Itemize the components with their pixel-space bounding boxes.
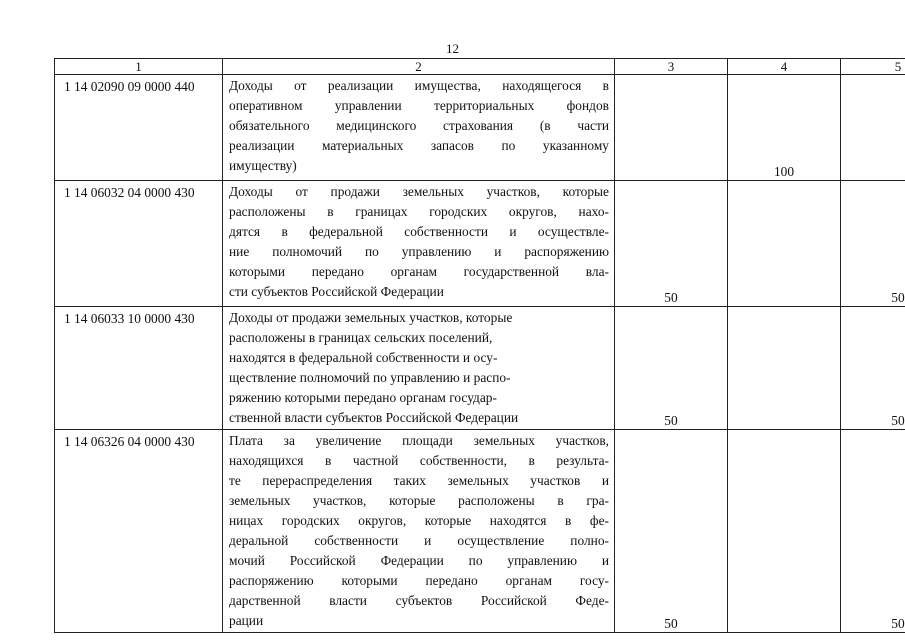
row-col3-cell <box>615 429 728 632</box>
table-row <box>55 307 905 430</box>
description-line: мочий Российской Федерации по управлению и <box>229 553 609 569</box>
table-header-row <box>55 59 905 75</box>
description-line: Доходы от реализации имущества, находящегося в <box>229 78 609 93</box>
description-line: Доходы от продажи земельных участков, которые <box>229 184 609 199</box>
description-line: ницах городских округов, которые находятся в фе- <box>229 512 609 528</box>
header-col-5: 5 <box>841 59 905 75</box>
row-col4-cell <box>728 75 841 181</box>
description-line: деральной собственности и осуществление полно- <box>229 533 609 549</box>
table-row <box>55 75 905 181</box>
description-line: дятся в федеральной собственности и осуществле- <box>229 224 609 240</box>
description-line: рации <box>229 613 264 629</box>
row-col5-cell <box>841 75 905 181</box>
row-col3-cell <box>615 181 728 307</box>
row-col5-value: 50 <box>891 290 905 305</box>
description-line: ряжению которыми передано органам государ- <box>229 390 497 406</box>
description-line: которыми передано органам государственной вла- <box>229 264 609 280</box>
description-line: распоряжению которыми передано органам госу- <box>229 573 609 589</box>
row-col5-cell <box>841 181 905 307</box>
row-col4-value: 100 <box>773 164 795 179</box>
row-col5-cell <box>841 429 905 632</box>
description-line: расположены в границах сельских поселений, <box>229 330 493 346</box>
row-col5-value: 50 <box>891 615 905 631</box>
row-col3-value: 50 <box>664 412 678 428</box>
description-line: ственной власти субъектов Российской Федерации <box>229 410 519 426</box>
revenue-table <box>54 58 905 633</box>
description-line: те перераспределения таких земельных участков и <box>229 472 609 488</box>
header-col-2: 2 <box>223 59 615 75</box>
row-description <box>223 75 615 181</box>
table-row <box>55 429 905 632</box>
row-description <box>223 429 615 632</box>
description-line: расположены в границах городских округов, нахо- <box>229 204 609 220</box>
row-code: 1 14 02090 09 0000 440 <box>55 75 223 181</box>
description-line: обязательного медицинского страхования (в части <box>229 118 609 134</box>
description-line: Плата за увеличение площади земельных участков, <box>229 432 609 448</box>
row-description <box>223 181 615 307</box>
header-col-1: 1 <box>55 59 223 75</box>
description-line: ществление полномочий по управлению и распо- <box>229 370 511 386</box>
row-col5-value: 50 <box>891 412 905 428</box>
table-row <box>55 181 905 307</box>
description-line: находятся в федеральной собственности и осу- <box>229 350 498 366</box>
header-col-3: 3 <box>615 59 728 75</box>
row-code: 1 14 06326 04 0000 430 <box>55 429 223 632</box>
page-number: 12 <box>446 41 459 56</box>
description-line: Доходы от продажи земельных участков, которые <box>229 310 513 325</box>
row-col3-cell <box>615 75 728 181</box>
row-col5-cell <box>841 307 905 430</box>
row-col4-cell <box>728 429 841 632</box>
row-description <box>223 307 615 430</box>
description-line: сти субъектов Российской Федерации <box>229 284 444 300</box>
row-col3-cell <box>615 307 728 430</box>
row-col3-value: 50 <box>664 615 678 631</box>
description-line: оперативном управлении территориальных фондов <box>229 98 609 114</box>
row-col3-value: 50 <box>664 290 678 305</box>
row-code: 1 14 06033 10 0000 430 <box>55 307 223 430</box>
row-code: 1 14 06032 04 0000 430 <box>55 181 223 307</box>
description-line: имуществу) <box>229 158 297 174</box>
row-col4-cell <box>728 307 841 430</box>
description-line: находящихся в частной собственности, в результа- <box>229 452 609 468</box>
description-line: земельных участков, которые расположены в гра- <box>229 492 609 508</box>
row-col4-cell <box>728 181 841 307</box>
description-line: дарственной власти субъектов Российской Феде- <box>229 593 609 609</box>
description-line: реализации материальных запасов по указанному <box>229 138 609 154</box>
description-line: ние полномочий по управлению и распоряжению <box>229 244 609 260</box>
header-col-4: 4 <box>728 59 841 75</box>
